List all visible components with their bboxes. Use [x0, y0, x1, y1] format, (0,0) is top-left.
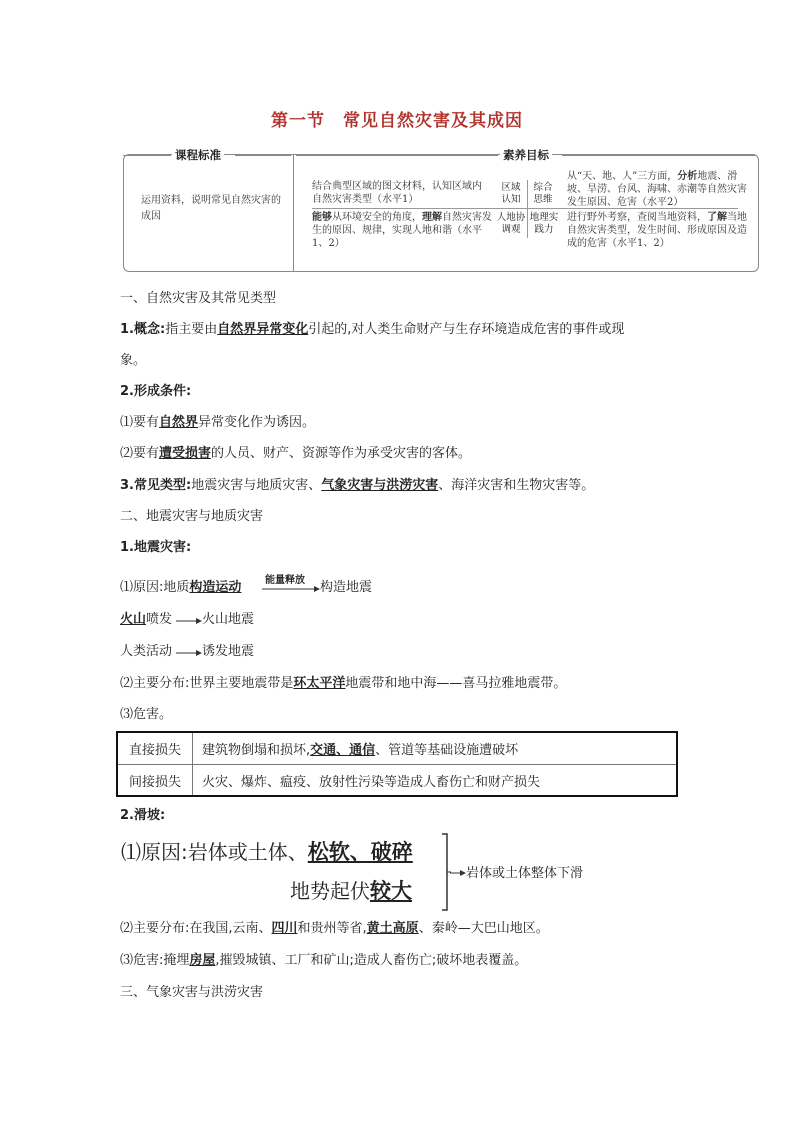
ls-dist-b: 和贵州等省, [297, 921, 367, 936]
rgoal2-a: 进行野外考察，查阅当地资料， [567, 212, 707, 223]
concept-line [120, 320, 624, 340]
ls-harm [120, 951, 527, 971]
types-b: 、海洋灾害和生物灾害等。 [438, 478, 595, 493]
dist-key: 环太平洋 [293, 676, 346, 691]
concept-label: 1.概念: [120, 322, 166, 337]
rgoal1-bold: 分析 [677, 171, 698, 182]
types-line [120, 476, 594, 496]
arrow-icon [450, 868, 466, 878]
goal-regional-cognition: 结合典型区域的图文材料，认知区域内自然灾害类型（水平1） [312, 181, 482, 205]
conditions-label: 2.形成条件: [120, 384, 192, 399]
ls-dist-c: 、秦岭—大巴山地区。 [418, 921, 549, 936]
types-key: 气象灾害与洪涝灾害 [321, 478, 439, 493]
harm-post: 、管道等基础设施遭破坏 [375, 743, 519, 758]
course-standard-text: 运用资料，说明常见自然灾害的成因 [141, 195, 281, 222]
section-2-heading: 二、地震灾害与地质灾害 [120, 509, 264, 524]
goal-human-land [312, 211, 492, 250]
goal-bold-1: 能够 [312, 212, 332, 223]
section-1-heading: 一、自然灾害及其常见类型 [120, 291, 277, 306]
goal-practice [567, 211, 747, 250]
ls-dist-a: ⑵主要分布:在我国,云南、 [120, 921, 272, 936]
condition-2 [120, 444, 471, 464]
landslide-label: 2.滑坡: [120, 808, 166, 823]
rgoal2-bold: 了解 [707, 212, 727, 223]
eq-cause-line [120, 578, 241, 598]
cond2-b: 的人员、财产、资源等作为承受灾害的客体。 [211, 446, 472, 461]
table-row [118, 733, 676, 764]
ls-cause-a: ⑴原因:岩体或土体、 [121, 840, 308, 864]
title-text: 常见自然灾害及其成因 [343, 111, 523, 131]
earthquake-label: 1.地震灾害: [120, 540, 192, 555]
ls-result: 岩体或土体整体下滑 [466, 866, 584, 881]
ls-distribution [120, 919, 549, 939]
human-result: 诱发地震 [202, 644, 255, 659]
harm-desc: 火灾、爆炸、瘟疫、放射性污染等造成人畜伤亡和财产损失 [202, 775, 541, 790]
ls-dist-key1: 四川 [271, 921, 298, 936]
goal-text-b: 自然灾害发生的原因、规律，实现人地和谐（水平1、2） [312, 212, 492, 249]
rgoal2-b: 当地自然灾害类型，发生时间、形成原因及造成的危害（水平1、2） [567, 212, 747, 249]
cond1-a: ⑴要有 [120, 415, 160, 430]
volcano-key: 火山 [120, 612, 147, 627]
harm-key: 交通、通信 [310, 743, 376, 758]
harm-type: 直接损失 [128, 743, 181, 758]
arrow-icon [176, 648, 202, 658]
ls-harm-b: ,摧毁城镇、工厂和矿山;造成人畜伤亡;破坏地表覆盖。 [215, 953, 528, 968]
arrow-label: 能量释放 [265, 575, 305, 586]
harm-desc [202, 739, 518, 758]
ls-dist-key2: 黄土高原 [366, 921, 419, 936]
ls-cause-key2: 较大 [370, 879, 412, 903]
ls-cause-key: 松软、破碎 [307, 840, 413, 864]
literacy-human-land: 人地协调观 [496, 212, 526, 235]
eq-cause-a: ⑴原因:地质 [120, 580, 190, 595]
literacy-integrated-thinking: 综合思维 [533, 182, 553, 205]
harm-type: 间接损失 [128, 775, 181, 790]
arrow-icon [176, 616, 202, 626]
header-rule-right-2 [562, 155, 756, 156]
ls-cause-line-1 [121, 836, 413, 866]
human-line: 人类活动 [120, 644, 173, 659]
cond2-key: 遭受损害 [159, 446, 212, 461]
header-rule-right [296, 155, 498, 156]
harm-table [116, 731, 678, 797]
goal-integrated-thinking [567, 170, 747, 209]
header-rule-left [123, 155, 171, 156]
cond1-b: 异常变化作为诱因。 [198, 415, 316, 430]
harm-pre: 建筑物倒塌和损坏, [202, 743, 311, 758]
goal-text-a: 从环境安全的角度， [332, 212, 422, 223]
mid-hline [496, 208, 560, 209]
volcano-line [120, 610, 172, 630]
ls-harm-key: 房屋 [189, 953, 216, 968]
concept-b: 引起的,对人类生命财产与生存环境造成危害的事件或现 [308, 322, 625, 337]
condition-1 [120, 413, 315, 433]
eq-cause-key: 构造运动 [189, 580, 242, 595]
dist-a: ⑵主要分布:世界主要地震带是 [120, 676, 294, 691]
eq-distribution [120, 674, 566, 694]
concept-key: 自然界异常变化 [217, 322, 309, 337]
concept-line-2: 象。 [120, 353, 147, 368]
standards-divider [293, 154, 294, 272]
eq-cause-result: 构造地震 [320, 580, 373, 595]
eq-harm-label: ⑶危害。 [120, 707, 173, 722]
mid-vline [527, 180, 528, 238]
ls-cause-line-2 [290, 875, 412, 905]
table-row [118, 765, 676, 796]
literacy-practice: 地理实践力 [529, 212, 559, 235]
goal-bold-2: 理解 [422, 212, 442, 223]
goal-separator-left [312, 208, 498, 209]
dist-b: 地震带和地中海——喜马拉雅地震带。 [345, 676, 567, 691]
literacy-regional-cognition: 区域认知 [501, 182, 521, 205]
volcano-result: 火山地震 [202, 612, 255, 627]
ls-harm-a: ⑶危害:掩埋 [120, 953, 190, 968]
literacy-goal-header: 素养目标 [500, 147, 552, 163]
rgoal1-a: 从“天、地、人”三方面， [567, 171, 678, 182]
section-3-heading: 三、气象灾害与洪涝灾害 [120, 985, 264, 1000]
cond2-a: ⑵要有 [120, 446, 160, 461]
cond1-key: 自然界 [159, 415, 199, 430]
arrow-icon [262, 584, 320, 594]
goal-separator-right [560, 208, 738, 209]
volcano-a: 喷发 [146, 612, 173, 627]
concept-a: 指主要由 [165, 322, 218, 337]
ls-cause-b: 地势起伏 [290, 879, 370, 903]
page-title [0, 106, 794, 131]
title-section: 第一节 [271, 111, 325, 131]
types-a: 地震灾害与地质灾害、 [191, 478, 322, 493]
header-rule-left-2 [235, 155, 291, 156]
rgoal1-b: 地震、滑坡、旱涝、台风、海啸、赤潮等自然灾害发生原因、危害（水平2） [567, 171, 747, 208]
types-label: 3.常见类型: [120, 478, 192, 493]
course-standard-header: 课程标准 [172, 147, 224, 163]
